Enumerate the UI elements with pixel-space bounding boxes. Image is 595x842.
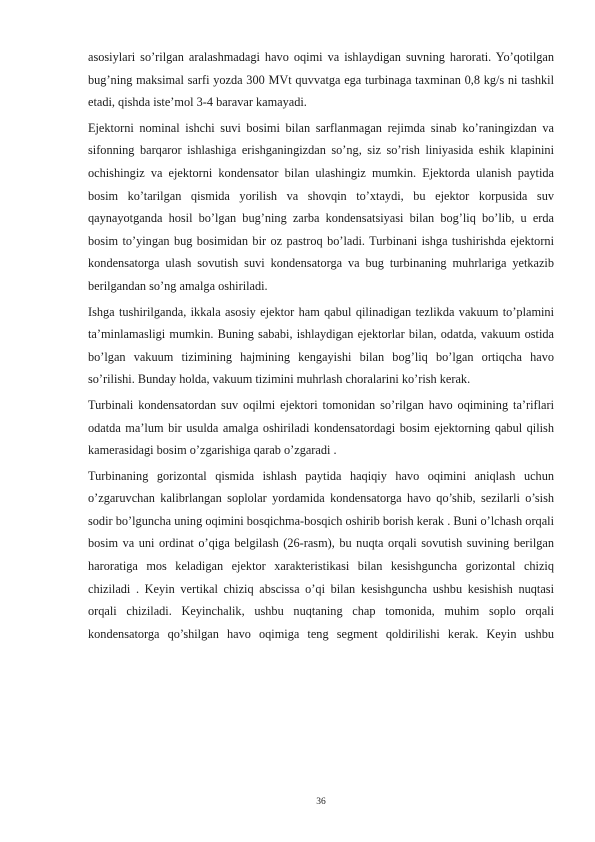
paragraph-5: Turbinaning gorizontal qismida ishlash paytida haqiqiy havo oqimini aniqlash uchun o’zgaruvchan kalibrlangan soplolar yordamida kondensatorga havo qo’shib, sezilarli o’sish sodir bo’lguncha uning oqimini bosqichma-bosqich oshirib borish kerak . Buni o’lchash orqali bosim va uni ordinat o’qiga belgilash (26-rasm), bu nuqta orqali sovutish suvining berilgan haroratiga mos keladigan ejektor xarakteristikasi bilan kesishguncha gorizontal chiziq chiziladi . Keyin vertikal chiziq abscissa o’qi bilan kesishguncha ushbu kesishish nuqtasi orqali chiziladi. Keyinchalik, ushbu nuqtaning chap tomonida, muhim soplo orqali kondensatorga qo’shilgan havo oqimiga teng segment qoldirilishi kerak. Keyin ushbu <box>88 468 554 641</box>
page-body <box>88 46 554 645</box>
page-number: 36 <box>316 797 326 807</box>
paragraph-3: Ishga tushirilganda, ikkala asosiy ejektor ham qabul qilinadigan tezlikda vakuum to’plamini ta’minlamasligi mumkin. Buning sababi, ishlaydigan ejektorlar bilan, odatda, vakuum ostida bo’lgan vakuum tizimining hajmining kengayishi bilan bog’liq bo’lgan ortiqcha havo so’rilishi. Bunday holda, vakuum tizimini muhrlash choralarini ko’rish kerak. <box>88 304 554 387</box>
paragraph-4: Turbinali kondensatordan suv oqilmi ejektori tomonidan so’rilgan havo oqimining ta’riflari odatda ma’lum bir usulda amalga oshiriladi kondensatordagi bosim ejektorning qabul qilish kamerasidagi bosim o’zgarishiga qarab o’zgaradi . <box>88 397 554 458</box>
paragraph-2: Ejektorni nominal ishchi suvi bosimi bilan sarflanmagan rejimda sinab ko’raningizdan va sifonning barqaror ishlashiga erishganingizdan so’ng, siz so’rish liniyasida eshik klapinini ochishingiz va ejektorni kondensator bilan ulashingiz mumkin. Ejektorda ulanish paytida bosim ko’tarilgan qismida yorilish va shovqin to’xtaydi, bu ejektor korpusida suv qaynayotganda hosil bo’lgan bug’ning zarba kondensatsiyasi bilan bog’liq bo’lib, u erda bosim to’yingan bug bosimidan bir oz pastroq bo’ladi. Turbinani ishga tushirishda ejektorni kondensatorga ulash sovutish suvi kondensatorga va bug turbinaning muhrlariga yetkazib berilgandan so’ng amalga oshiriladi. <box>88 120 554 293</box>
paragraph-1: asosiylari so’rilgan aralashmadagi havo oqimi va ishlaydigan suvning harorati. Yo’qotilgan bug’ning maksimal sarfi yozda 300 MVt quvvatga ega turbinaga taxminan 0,8 kg/s ni tashkil etadi, qishda iste’mol 3-4 baravar kamayadi. <box>88 50 554 110</box>
